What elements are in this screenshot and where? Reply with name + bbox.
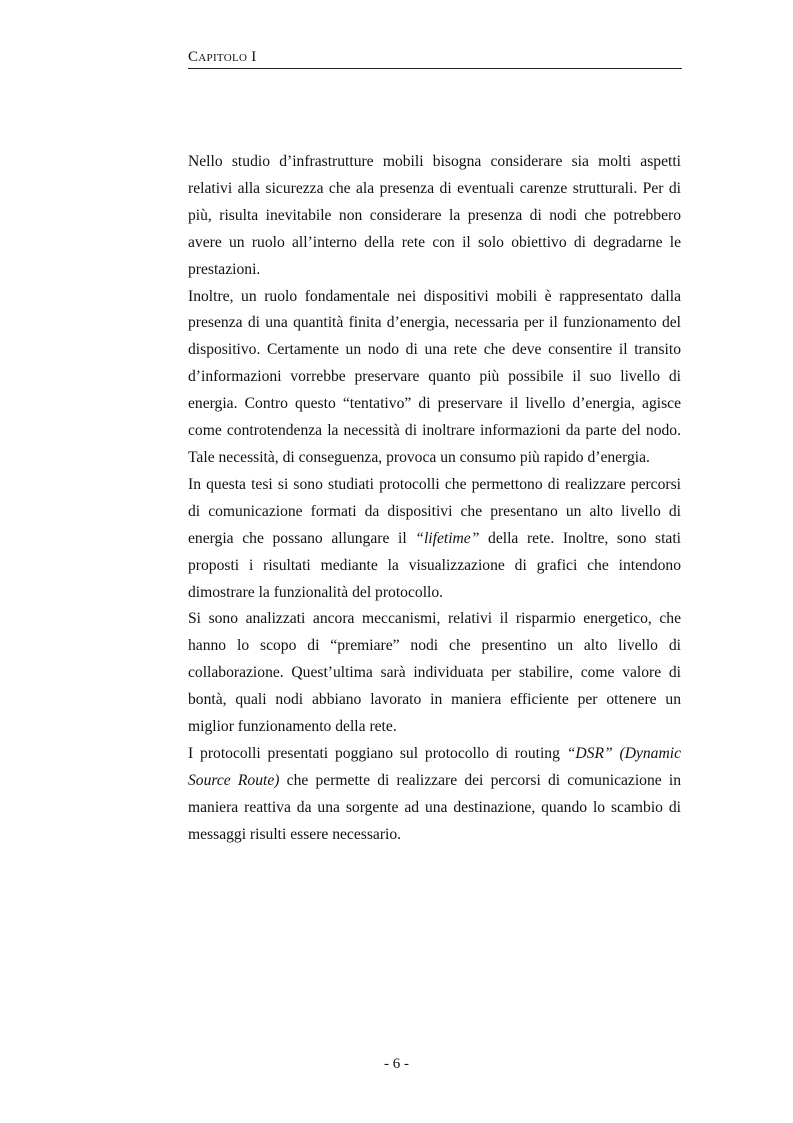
paragraph-3-emphasis: “lifetime”	[415, 529, 480, 547]
paragraph-5-text-a: I protocolli presentati poggiano sul protocollo di routing	[188, 744, 567, 762]
running-header	[188, 48, 682, 69]
paragraph-5-text-b: che permette di realizzare dei percorsi di comunicazione in maniera reattiva da una sorgente ad una destinazione, quando lo scambio di messaggi risulti essere necessario.	[188, 771, 681, 843]
body-text	[188, 149, 681, 849]
paragraph-1: Nello studio d’infrastrutture mobili bisogna considerare sia molti aspetti relativi alla sicurezza che ala presenza di eventuali carenze strutturali. Per di più, risulta inevitabile non considerare la presenza di nodi che potrebbero avere un ruolo all’interno della rete con il solo obiettivo di degradarne le prestazioni.	[188, 153, 681, 278]
paragraph-4: Si sono analizzati ancora meccanismi, relativi il risparmio energetico, che hanno lo scopo di “premiare” nodi che presentino un alto livello di collaborazione. Quest’ultima sarà individuata per stabilire, come valore di bontà, quali nodi abbiano lavorato in maniera efficiente per ottenere un miglior funzionamento della rete.	[188, 610, 681, 736]
paragraph-3-text-b: della rete. Inoltre, sono stati proposti i risultati mediante la visualizzazione di grafici che intendono dimostrare la funzionalità del protocollo.	[188, 529, 681, 601]
paragraph-3	[188, 472, 681, 607]
page-number: - 6 -	[384, 1056, 409, 1072]
chapter-title: Capitolo I	[188, 49, 257, 65]
paragraph-5	[188, 741, 681, 849]
paragraph-3-text-a: In questa tesi si sono studiati protocolli che permettono di realizzare percorsi di comunicazione formati da dispositivi che presentano un alto livello di energia che possano allungare il	[188, 475, 681, 547]
paragraph-2: Inoltre, un ruolo fondamentale nei dispositivi mobili è rappresentato dalla presenza di una quantità finita d’energia, necessaria per il funzionamento del dispositivo. Certamente un nodo di una rete che deve consentire il transito d’informazioni vorrebbe preservare quanto più possibile il suo livello di energia. Contro questo “tentativo” di preservare il livello d’energia, agisce come controtendenza la necessità di inoltrare informazioni da parte del nodo. Tale necessità, di conseguenza, provoca un consumo più rapido d’energia.	[188, 287, 681, 466]
paragraph-5-emphasis: “DSR” (Dynamic Source Route)	[188, 744, 681, 789]
